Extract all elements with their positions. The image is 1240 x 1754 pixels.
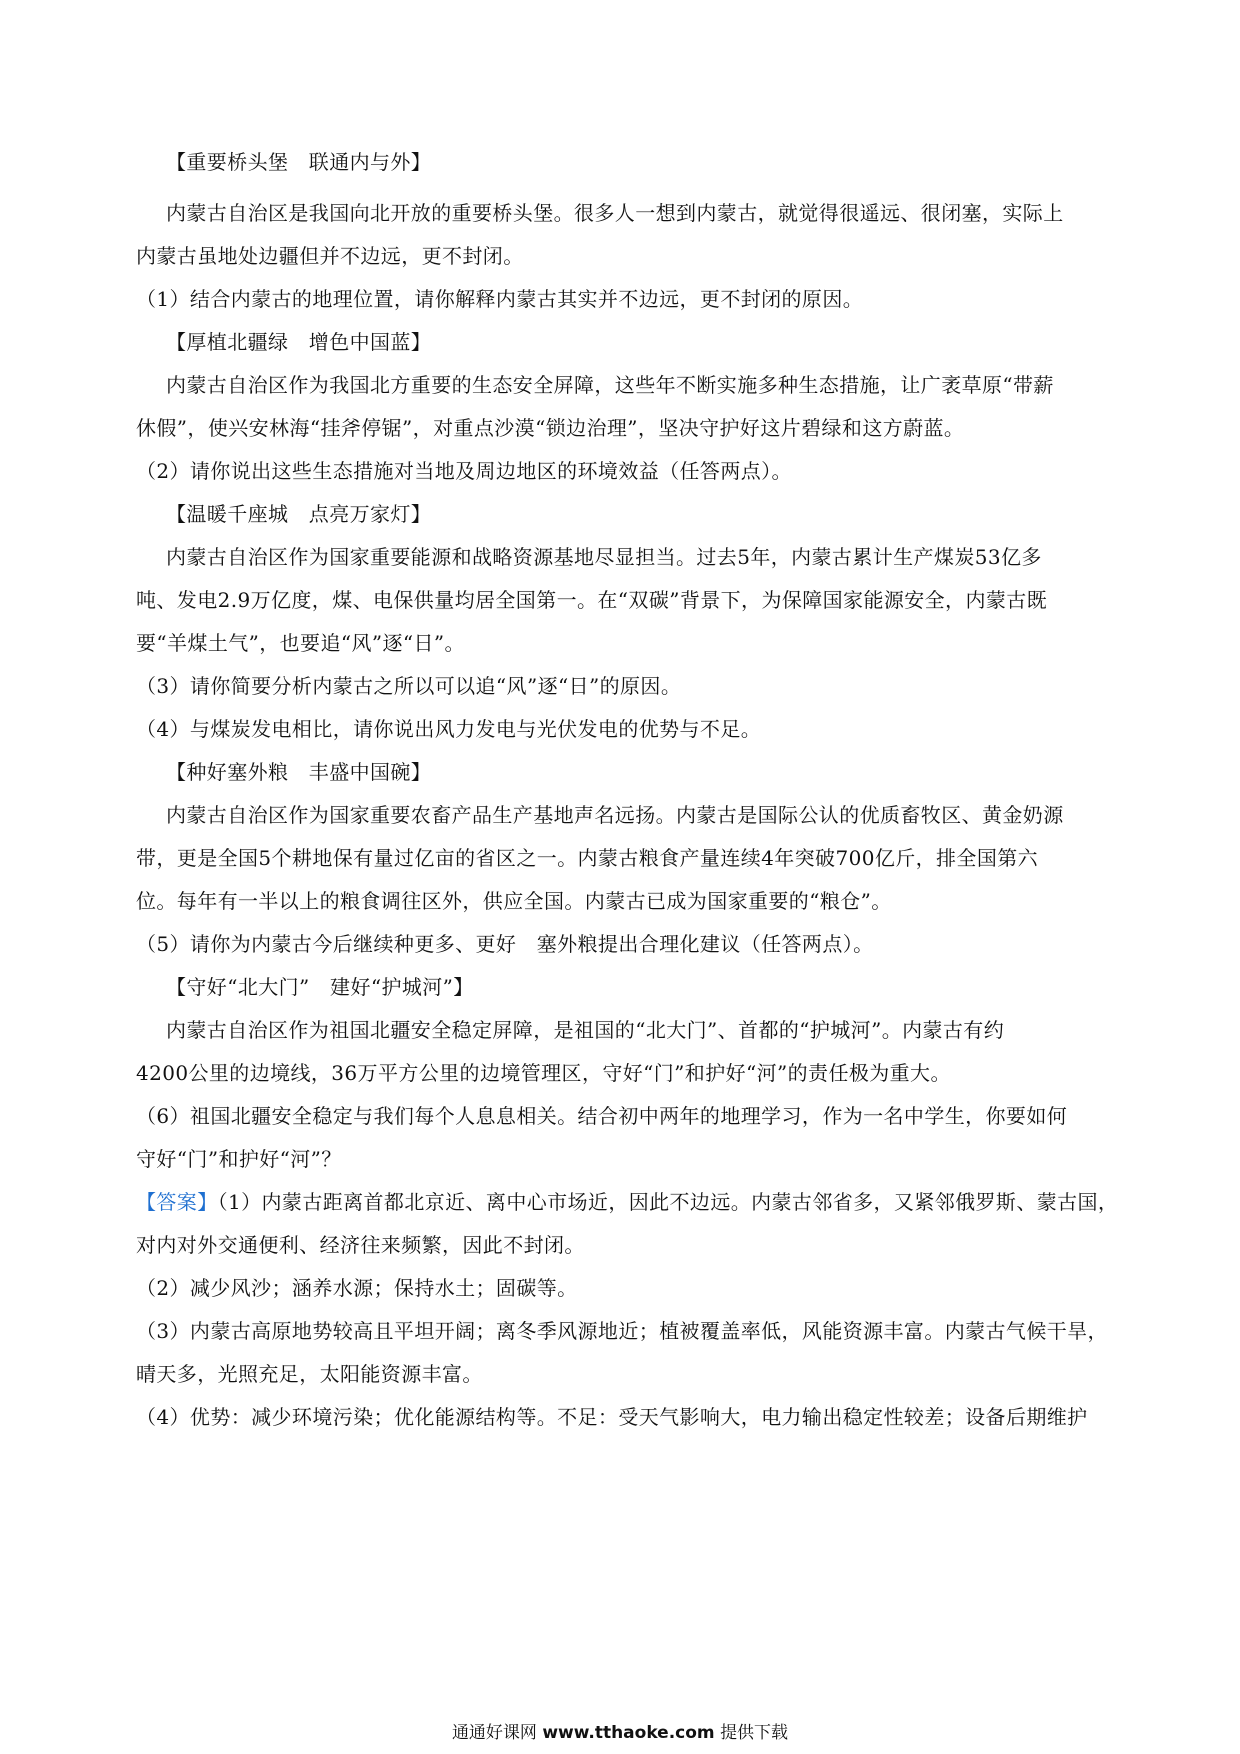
section-heading-2: 【厚植北疆绿 增色中国蓝】 (166, 330, 432, 354)
section-paragraph-3-line-1: 内蒙古自治区作为国家重要能源和战略资源基地尽显担当。过去5年，内蒙古累计生产煤炭53亿多 (166, 545, 1042, 569)
footer-url-link[interactable]: www.tthaoke.com (542, 1723, 715, 1743)
section-heading-1: 【重要桥头堡 联通内与外】 (166, 150, 432, 174)
answer-tag: 【答案】 (136, 1190, 218, 1214)
answer-1-text: （1）内蒙古距离首都北京近、离中心市场近，因此不边远。内蒙古邻省多，又紧邻俄罗斯、蒙古国， (217, 1190, 1119, 1214)
document-content (136, 148, 1132, 1431)
section-heading-5: 【守好“北大门” 建好“护城河”】 (166, 975, 474, 999)
answer-4-line-1: （4）优势：减少环境污染；优化能源结构等。不足：受天气影响大，电力输出稳定性较差；设备后期维护 (136, 1405, 1088, 1429)
section-paragraph-1-line-1: 内蒙古自治区是我国向北开放的重要桥头堡。很多人一想到内蒙古，就觉得很遥远、很闭塞，实际上 (166, 201, 1064, 225)
section-paragraph-4-line-3: 位。每年有一半以上的粮食调往区外，供应全国。内蒙古已成为国家重要的“粮仓”。 (136, 889, 892, 913)
section-paragraph-5-line-2: 4200公里的边境线，36万平方公里的边境管理区，守好“门”和护好“河”的责任极为重大。 (136, 1061, 951, 1085)
footer-site-name: 通通好课网 (451, 1723, 537, 1743)
section-paragraph-3-line-2: 吨、发电2.9万亿度，煤、电保供量均居全国第一。在“双碳”背景下，为保障国家能源安全，内蒙古既 (136, 588, 1048, 612)
page-footer (0, 1722, 1240, 1744)
question-4: （4）与煤炭发电相比，请你说出风力发电与光伏发电的优势与不足。 (136, 717, 762, 741)
answer-3-line-1: （3）内蒙古高原地势较高且平坦开阔；离冬季风源地近；植被覆盖率低，风能资源丰富。内蒙古气候干旱， (136, 1319, 1108, 1343)
answer-1-line-1 (136, 1188, 1132, 1216)
question-1: （1）结合内蒙古的地理位置，请你解释内蒙古其实并不边远，更不封闭的原因。 (136, 287, 864, 311)
section-paragraph-1-line-2: 内蒙古虽地处边疆但并不边远，更不封闭。 (136, 244, 524, 268)
section-paragraph-5-line-1: 内蒙古自治区作为祖国北疆安全稳定屏障，是祖国的“北大门”、首都的“护城河”。内蒙古有约 (166, 1018, 1005, 1042)
footer-suffix: 提供下载 (720, 1723, 789, 1743)
question-3: （3）请你简要分析内蒙古之所以可以追“风”逐“日”的原因。 (136, 674, 682, 698)
section-paragraph-4-line-1: 内蒙古自治区作为国家重要农畜产品生产基地声名远扬。内蒙古是国际公认的优质畜牧区、黄金奶源 (166, 803, 1064, 827)
section-heading-3: 【温暖千座城 点亮万家灯】 (166, 502, 432, 526)
question-5: （5）请你为内蒙古今后继续种更多、更好 塞外粮提出合理化建议（任答两点）。 (136, 932, 874, 956)
question-6-line-2: 守好“门”和护好“河”？ (136, 1147, 342, 1171)
section-paragraph-2-line-1: 内蒙古自治区作为我国北方重要的生态安全屏障，这些年不断实施多种生态措施，让广袤草原“带薪 (166, 373, 1054, 397)
section-paragraph-3-line-3: 要“羊煤土气”，也要追“风”逐“日”。 (136, 631, 465, 655)
section-heading-4: 【种好塞外粮 丰盛中国碗】 (166, 760, 432, 784)
answer-2: （2）减少风沙；涵养水源；保持水土；固碳等。 (136, 1276, 578, 1300)
section-paragraph-2-line-2: 休假”，使兴安林海“挂斧停锯”，对重点沙漠“锁边治理”，坚决守护好这片碧绿和这方蔚蓝。 (136, 416, 965, 440)
section-paragraph-4-line-2: 带，更是全国5个耕地保有量过亿亩的省区之一。内蒙古粮食产量连续4年突破700亿斤，排全国第六 (136, 846, 1039, 870)
answer-3-line-2: 晴天多，光照充足，太阳能资源丰富。 (136, 1362, 483, 1386)
question-2: （2）请你说出这些生态措施对当地及周边地区的环境效益（任答两点）。 (136, 459, 792, 483)
question-6-line-1: （6）祖国北疆安全稳定与我们每个人息息相关。结合初中两年的地理学习，作为一名中学生，你要如何 (136, 1104, 1068, 1128)
answer-1-line-2: 对内对外交通便利、经济往来频繁，因此不封闭。 (136, 1233, 585, 1257)
